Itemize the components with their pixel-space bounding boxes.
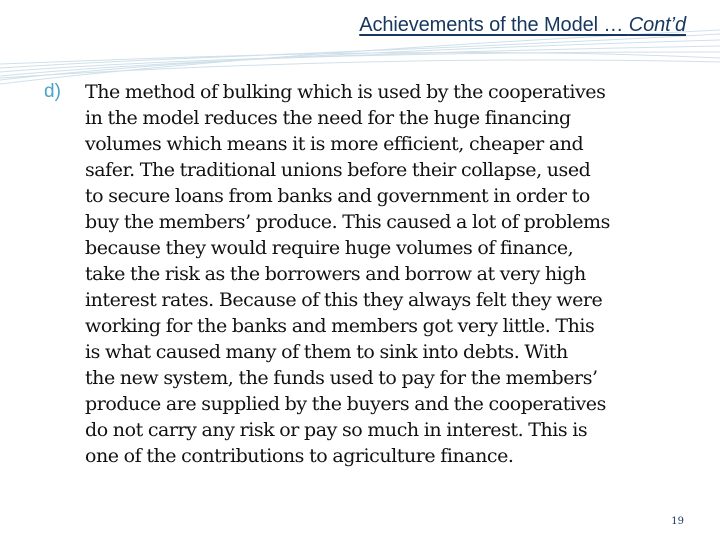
slide-title-main: Achievements of the Model … xyxy=(359,14,629,36)
page-number: 19 xyxy=(671,516,684,527)
slide-title-italic: Cont’d xyxy=(628,14,686,36)
slide-title xyxy=(359,14,686,37)
list-marker: d) xyxy=(44,81,61,102)
body-paragraph: The method of bulking which is used by the cooperatives in the model reduces the need for the huge financing volumes which means it is more efficient, cheaper and safer. The traditional unions before their collapse, used to secure loans from banks and government in order to buy the members’ produce. This caused a lot of problems because they would require huge volumes of finance, take the risk as the borrowers and borrow at very high interest rates. Because of this they always felt they were working for the banks and members got very little. This is what caused many of them to sink into debts. With the new system, the funds used to pay for the members’ produce are supplied by the buyers and the cooperatives do not carry any risk or pay so much in interest. This is one of the contributions to agriculture finance. xyxy=(85,81,610,467)
